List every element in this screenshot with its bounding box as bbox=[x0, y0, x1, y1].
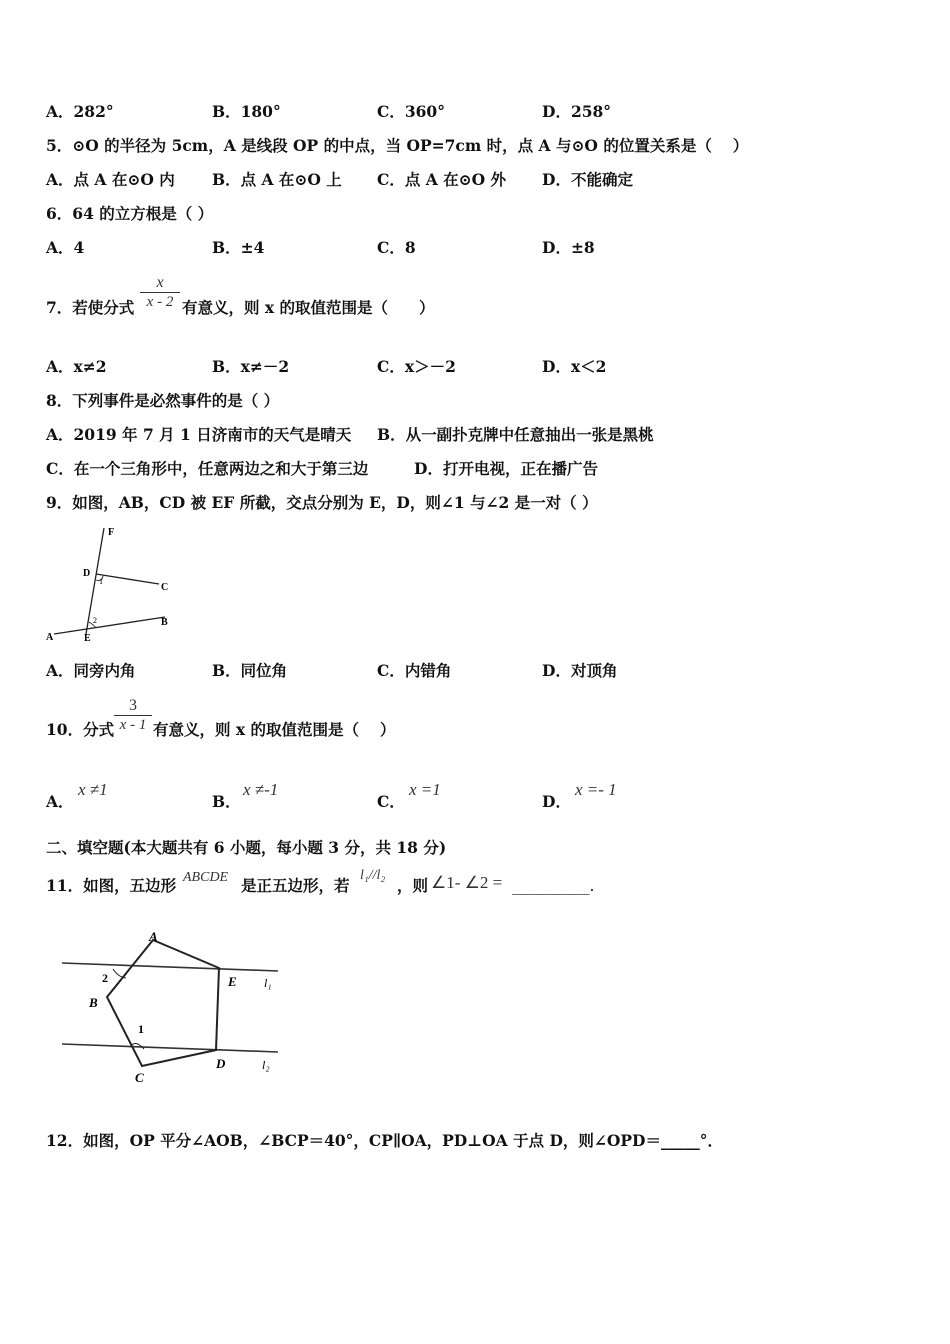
q10-option-b: B． bbox=[212, 792, 241, 811]
q10-option-c-math: x =1 bbox=[409, 780, 441, 799]
q10-suffix: 有意义，则 x 的取值范围是（ ） bbox=[153, 720, 396, 739]
q7-option-b: B．x≠－2 bbox=[212, 357, 290, 376]
q8-option-c: C．在一个三角形中，任意两边之和大于第三边 bbox=[46, 459, 369, 478]
q8-stem: 8．下列事件是必然事件的是（ ） bbox=[46, 391, 280, 410]
q12-stem: 12．如图，OP 平分∠AOB，∠BCP＝40°，CP∥OA，PD⊥OA 于点 D，则∠OPD＝_____°． bbox=[46, 1131, 723, 1150]
q10-option-b-math: x ≠-1 bbox=[243, 780, 279, 799]
q11-angle-1: 1 bbox=[138, 1022, 144, 1036]
q9-angle-1: 1 bbox=[99, 577, 103, 586]
q5-stem: 5．⊙O 的半径为 5cm，A 是线段 OP 的中点，当 OP=7cm 时，点 A 与⊙O 的位置关系是（ ） bbox=[46, 136, 749, 155]
q7-suffix: 有意义，则 x 的取值范围是（ ） bbox=[182, 298, 435, 317]
q6-option-d: D．±8 bbox=[542, 238, 595, 257]
q9-label-e: E bbox=[84, 633, 91, 644]
section-2-heading: 二、填空题(本大题共有 6 小题，每小题 3 分，共 18 分) bbox=[46, 838, 447, 857]
q9-figure bbox=[40, 522, 190, 647]
q11-parallel: l₁//l₂ bbox=[360, 868, 386, 883]
q11-expression: ∠1- ∠2 = bbox=[431, 873, 503, 892]
q10-option-d: D． bbox=[542, 792, 571, 811]
q11-pentagon-name: ABCDE bbox=[183, 870, 229, 885]
q9-label-f: F bbox=[108, 527, 115, 538]
q11-answer-blank[interactable]: __________. bbox=[512, 877, 595, 895]
q9-stem: 9．如图，AB，CD 被 EF 所截，交点分别为 E，D，则∠1 与∠2 是一对（ ） bbox=[46, 493, 598, 512]
q5-option-b: B．点 A 在⊙O 上 bbox=[212, 170, 342, 189]
q7-option-c: C．x＞－2 bbox=[377, 357, 456, 376]
q11-mid: 是正五边形，若 bbox=[241, 876, 350, 895]
q7-denominator: x - 2 bbox=[146, 294, 174, 310]
q11-label-l1: l₁ bbox=[264, 976, 272, 990]
q8-option-a: A．2019 年 7 月 1 日济南市的天气是晴天 bbox=[46, 425, 352, 444]
q11-suffix: ，则 bbox=[397, 876, 429, 895]
q11-label-e: E bbox=[228, 974, 237, 989]
q11-label-c: C bbox=[135, 1070, 144, 1085]
q10-numerator: 3 bbox=[129, 697, 137, 714]
q5-option-c: C．点 A 在⊙O 外 bbox=[377, 170, 507, 189]
q9-angle-2: 2 bbox=[93, 616, 97, 625]
q5-option-a: A．点 A 在⊙O 内 bbox=[46, 170, 175, 189]
q11-prefix: 11．如图，五边形 bbox=[46, 876, 177, 895]
q11-angle-2: 2 bbox=[102, 971, 108, 985]
q11-label-a: A bbox=[149, 929, 158, 944]
q11-label-b: B bbox=[89, 995, 98, 1010]
q4-option-d: D．258° bbox=[542, 102, 612, 121]
q8-option-d: D．打开电视，正在播广告 bbox=[414, 459, 598, 478]
q10-prefix: 10．分式 bbox=[46, 720, 115, 739]
q10-fraction bbox=[114, 697, 152, 734]
q10-option-a: A． bbox=[46, 792, 74, 811]
q10-option-a-math: x ≠1 bbox=[78, 780, 108, 799]
q4-option-b: B．180° bbox=[212, 102, 281, 121]
q10-option-c: C． bbox=[377, 792, 405, 811]
q11-label-l2: l₂ bbox=[262, 1058, 270, 1072]
q9-option-c: C．内错角 bbox=[377, 661, 452, 680]
q4-option-a: A．282° bbox=[46, 102, 114, 121]
q9-label-b: B bbox=[161, 617, 168, 628]
q11-label-d: D bbox=[216, 1056, 226, 1071]
q10-denominator: x - 1 bbox=[119, 717, 147, 733]
q9-option-d: D．对顶角 bbox=[542, 661, 618, 680]
q7-option-d: D．x＜2 bbox=[542, 357, 607, 376]
q9-option-a: A．同旁内角 bbox=[46, 661, 136, 680]
q9-option-b: B．同位角 bbox=[212, 661, 288, 680]
q9-label-c: C bbox=[161, 582, 169, 593]
q11-figure bbox=[56, 925, 286, 1090]
q7-option-a: A．x≠2 bbox=[46, 357, 107, 376]
q8-option-b: B．从一副扑克牌中任意抽出一张是黑桃 bbox=[377, 425, 654, 444]
q6-option-b: B．±4 bbox=[212, 238, 265, 257]
q6-stem: 6．64 的立方根是（ ） bbox=[46, 204, 214, 223]
q7-prefix: 7．若使分式 bbox=[46, 298, 135, 317]
q6-option-a: A．4 bbox=[46, 238, 85, 257]
q7-numerator: x bbox=[156, 274, 164, 291]
q7-fraction bbox=[140, 274, 180, 311]
q9-label-a: A bbox=[46, 632, 54, 643]
q4-option-c: C．360° bbox=[377, 102, 445, 121]
q5-option-d: D．不能确定 bbox=[542, 170, 633, 189]
q6-option-c: C．8 bbox=[377, 238, 416, 257]
q9-label-d: D bbox=[83, 568, 91, 579]
q10-option-d-math: x =- 1 bbox=[575, 780, 617, 799]
